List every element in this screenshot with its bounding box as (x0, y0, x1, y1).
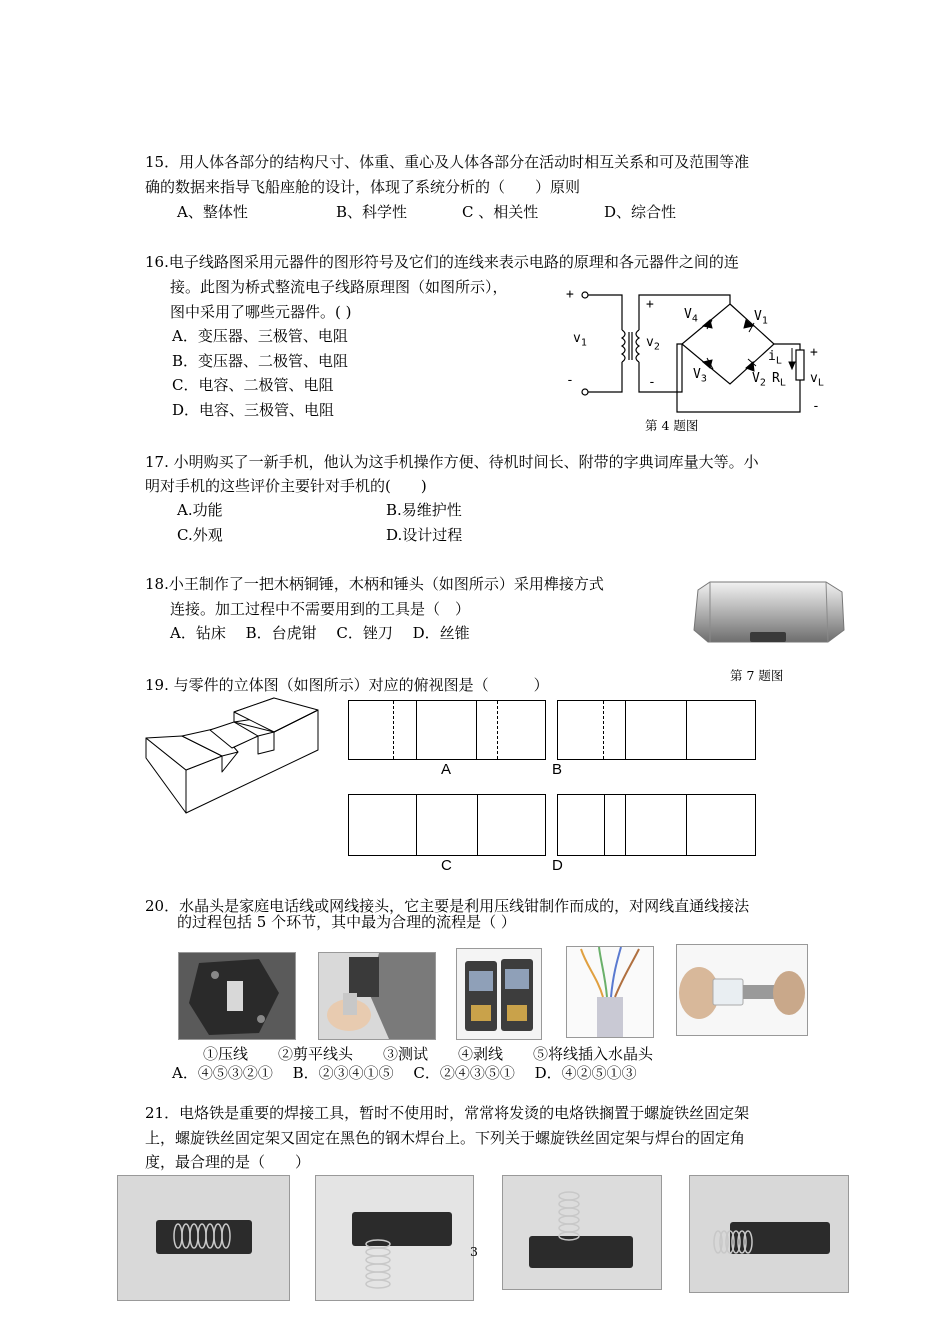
circuit-minus-output: - (812, 399, 820, 414)
photo-cable-tester (456, 948, 542, 1040)
q20-steps: ①压线 ②剪平线头 ③测试 ④剥线 ⑤将线插入水晶头 (203, 1045, 654, 1063)
q18-options: A．钻床 B．台虎钳 C．锉刀 D．丝锥 (170, 624, 470, 642)
circuit-label-v2: $v_2$ (646, 335, 660, 353)
q15-option-d: D、综合性 (604, 203, 677, 221)
circuit-minus-secondary: - (648, 375, 656, 390)
q17-line2: 明对手机的这些评价主要针对手机的( ) (145, 477, 427, 495)
q16-option-a: A．变压器、三极管、电阻 (172, 327, 348, 345)
q17-option-a: A.功能 (177, 501, 223, 519)
circuit-plus-secondary: + (646, 297, 654, 312)
q15-line2: 确的数据来指导飞船座舱的设计，体现了系统分析的（ ）原则 (145, 178, 581, 196)
photo-stripped-cable (566, 946, 654, 1038)
photo-option-a-horizontal-coil (117, 1175, 290, 1301)
q17-option-c: C.外观 (177, 526, 223, 544)
q19-line1: 19. 与零件的立体图（如图所示）对应的俯视图是（ ） (145, 676, 549, 694)
q15-option-a: A、整体性 (177, 203, 248, 221)
photo-option-d-angled-coil (689, 1175, 849, 1293)
q16-option-b: B．变压器、二极管、电阻 (172, 352, 349, 370)
top-view-option-d (557, 794, 756, 856)
circuit-label-v4: $V_4$ (684, 307, 698, 325)
top-view-option-a (348, 700, 546, 760)
q16-option-c: C．电容、二极管、电阻 (172, 376, 334, 394)
q18-figure-caption: 第 7 题图 (730, 668, 784, 683)
top-view-option-b (557, 700, 756, 760)
q17-option-d: D.设计过程 (386, 526, 463, 544)
q15-line1: 15．用人体各部分的结构尺寸、体重、重心及人体各部分在活动时相互关系和可及范围等准 (145, 153, 750, 171)
q20-line1: 20．水晶头是家庭电话线或网线接头，它主要是利用压线钳制作而成的，对网线直通线接法 (145, 897, 750, 915)
hammer-head-photo (688, 578, 848, 650)
circuit-minus-input: - (566, 373, 574, 388)
q21-line2: 上，螺旋铁丝固定架又固定在黑色的钢木焊台上。下列关于螺旋铁丝固定架与焊台的固定角 (145, 1129, 746, 1147)
circuit-label-rl: $R_L$ (772, 371, 786, 389)
q17-option-b: B.易维护性 (386, 501, 462, 519)
q21-line1: 21．电烙铁是重要的焊接工具，暂时不使用时，常常将发烫的电烙铁搁置于螺旋铁丝固定架 (145, 1104, 750, 1122)
circuit-plus-input: + (566, 287, 574, 302)
q21-line3: 度，最合理的是（ ） (145, 1153, 311, 1171)
circuit-label-d2: $V_2$ (752, 371, 766, 389)
photo-cutting-wires (318, 952, 436, 1040)
q16-figure-caption: 第 4 题图 (645, 418, 699, 433)
photo-option-b-hanging-coil (315, 1175, 474, 1301)
top-view-option-c (348, 794, 546, 856)
q16-line2: 接。此图为桥式整流电子线路原理图（如图所示）， (170, 278, 508, 296)
circuit-label-vl: $v_L$ (810, 371, 824, 389)
top-view-label-a: A (441, 761, 452, 778)
circuit-label-il: $i_L$ (768, 349, 782, 367)
q20-line2: 的过程包括 5 个环节，其中最为合理的流程是（ ） (177, 913, 516, 931)
q16-option-d: D．电容、三极管、电阻 (172, 401, 335, 419)
top-view-label-c: C (441, 857, 452, 874)
part-isometric-drawing (142, 698, 327, 818)
q18-line1: 18.小王制作了一把木柄铜锤，木柄和锤头（如图所示）采用榫接方式 (145, 575, 604, 593)
circuit-label-v1: $v_1$ (573, 331, 587, 349)
q17-line1: 17. 小明购买了一新手机，他认为这手机操作方便、待机时间长、附带的字典词库量大等。小 (145, 453, 759, 471)
top-view-label-b: B (552, 761, 563, 778)
q15-option-c: C 、相关性 (462, 203, 539, 221)
photo-option-c-vertical-coil (502, 1175, 662, 1290)
photo-insert-rj45 (676, 944, 808, 1036)
top-view-label-d: D (552, 857, 563, 874)
circuit-label-d1: $V_1$ (754, 309, 768, 327)
q16-line1: 16.电子线路图采用元器件的图形符号及它们的连线来表示电路的原理和各元器件之间的连 (145, 253, 739, 271)
q20-options: A．④⑤③②① B．②③④①⑤ C．②④③⑤① D．④②⑤①③ (172, 1064, 637, 1082)
q16-line3: 图中采用了哪些元器件。( ) (170, 303, 352, 321)
q18-line2: 连接。加工过程中不需要用到的工具是（ ） (170, 600, 471, 618)
page-number: 3 (470, 1244, 478, 1259)
circuit-plus-output: + (810, 345, 818, 360)
photo-crimping (178, 952, 296, 1040)
circuit-label-d3: $V_3$ (693, 367, 707, 385)
bridge-rectifier-diagram (560, 282, 850, 412)
q15-option-b: B、科学性 (336, 203, 408, 221)
